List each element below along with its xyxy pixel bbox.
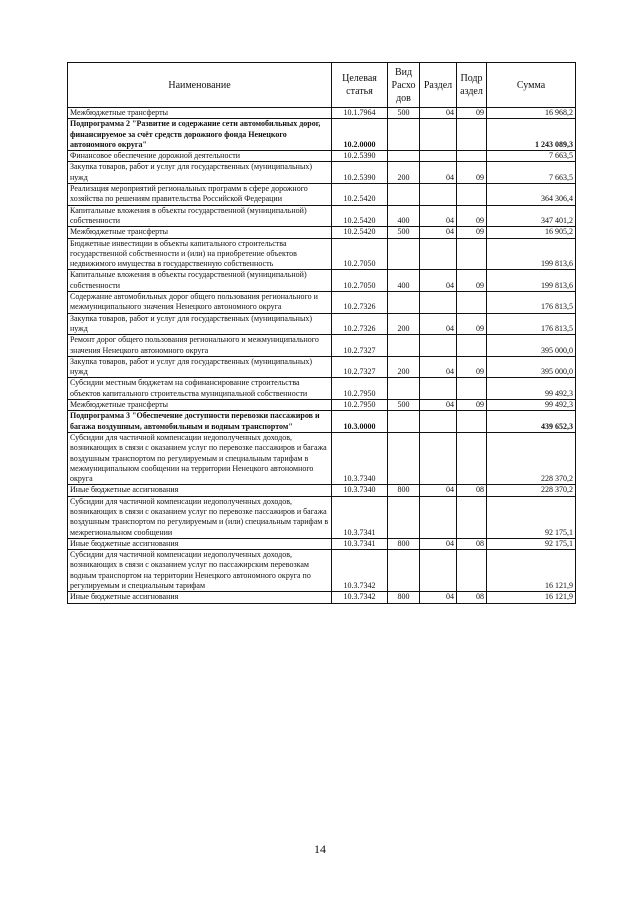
row-expense-type: 800 — [388, 485, 420, 496]
row-section — [420, 550, 457, 592]
header-section: Раздел — [420, 63, 457, 108]
row-sum: 99 492,3 — [487, 378, 576, 400]
row-target-article: 10.2.7950 — [332, 400, 388, 411]
row-sum: 347 401,2 — [487, 205, 576, 227]
row-sum: 228 370,2 — [487, 432, 576, 484]
row-expense-type: 200 — [388, 162, 420, 184]
row-section: 04 — [420, 485, 457, 496]
row-expense-type — [388, 119, 420, 151]
row-target-article: 10.3.7340 — [332, 432, 388, 484]
row-name: Субсидии для частичной компенсации недополученных доходов, возникающих в связи с оказанием услуг по перевозке пассажиров и багажа воздушным транспортом по регулируемым и специальным тарифам в межмуниципальном сообщении на территории Ненецкого автономного округа — [68, 432, 332, 484]
row-expense-type — [388, 151, 420, 162]
row-subsection — [457, 496, 487, 538]
row-subsection — [457, 292, 487, 314]
row-target-article: 10.3.7342 — [332, 550, 388, 592]
row-expense-type: 800 — [388, 592, 420, 603]
table-row — [68, 162, 576, 184]
row-target-article: 10.2.7327 — [332, 356, 388, 378]
row-sum: 7 663,5 — [487, 151, 576, 162]
row-name: Субсидии местным бюджетам на софинансирование строительства объектов капитального строительства муниципальной собственности — [68, 378, 332, 400]
row-subsection — [457, 432, 487, 484]
table-row — [68, 119, 576, 151]
row-name: Подпрограмма 3 "Обеспечение доступности перевозки пассажиров и багажа воздушным, автомобильным и водным транспортом" — [68, 411, 332, 433]
header-target-article: Целевая статья — [332, 63, 388, 108]
row-name: Финансовое обеспечение дорожной деятельности — [68, 151, 332, 162]
row-section — [420, 119, 457, 151]
row-section: 04 — [420, 227, 457, 238]
row-section: 04 — [420, 313, 457, 335]
row-subsection: 08 — [457, 592, 487, 603]
row-subsection: 09 — [457, 205, 487, 227]
table-body — [68, 108, 576, 604]
table-row — [68, 400, 576, 411]
row-sum: 92 175,1 — [487, 538, 576, 549]
row-sum: 199 813,6 — [487, 238, 576, 270]
table-row — [68, 108, 576, 119]
row-sum: 395 000,0 — [487, 335, 576, 357]
row-target-article: 10.3.7342 — [332, 592, 388, 603]
header-subsection: Подр аздел — [457, 63, 487, 108]
table-row — [68, 292, 576, 314]
row-expense-type — [388, 378, 420, 400]
row-target-article: 10.2.5420 — [332, 205, 388, 227]
row-subsection: 08 — [457, 485, 487, 496]
row-sum: 395 000,0 — [487, 356, 576, 378]
row-name: Содержание автомобильных дорог общего пользования регионального и межмуниципального значения Ненецкого автономного округа — [68, 292, 332, 314]
row-section: 04 — [420, 356, 457, 378]
row-sum: 92 175,1 — [487, 496, 576, 538]
row-sum: 439 652,3 — [487, 411, 576, 433]
row-subsection — [457, 550, 487, 592]
row-expense-type — [388, 432, 420, 484]
table-row — [68, 592, 576, 603]
row-section — [420, 411, 457, 433]
row-target-article: 10.3.7341 — [332, 538, 388, 549]
table-row — [68, 238, 576, 270]
row-subsection: 09 — [457, 108, 487, 119]
row-target-article: 10.1.7964 — [332, 108, 388, 119]
row-expense-type: 500 — [388, 108, 420, 119]
row-expense-type — [388, 184, 420, 206]
row-subsection — [457, 119, 487, 151]
row-sum: 364 306,4 — [487, 184, 576, 206]
row-expense-type: 400 — [388, 270, 420, 292]
row-section: 04 — [420, 205, 457, 227]
row-name: Закупка товаров, работ и услуг для государственных (муниципальных) нужд — [68, 356, 332, 378]
row-subsection — [457, 411, 487, 433]
table-row — [68, 205, 576, 227]
row-name: Иные бюджетные ассигнования — [68, 485, 332, 496]
row-target-article: 10.2.7950 — [332, 378, 388, 400]
row-subsection: 09 — [457, 162, 487, 184]
row-subsection: 09 — [457, 400, 487, 411]
table-row — [68, 313, 576, 335]
row-expense-type: 200 — [388, 356, 420, 378]
row-section: 04 — [420, 592, 457, 603]
row-section: 04 — [420, 270, 457, 292]
row-name: Ремонт дорог общего пользования регионального и межмуниципального значения Ненецкого автономного округа — [68, 335, 332, 357]
header-expense-type: Вид Расхо дов — [388, 63, 420, 108]
row-target-article: 10.2.7050 — [332, 270, 388, 292]
row-name: Закупка товаров, работ и услуг для государственных (муниципальных) нужд — [68, 313, 332, 335]
row-section: 04 — [420, 400, 457, 411]
row-target-article: 10.2.7050 — [332, 238, 388, 270]
table-row — [68, 538, 576, 549]
row-subsection — [457, 378, 487, 400]
row-sum: 16 968,2 — [487, 108, 576, 119]
table-row — [68, 227, 576, 238]
row-section — [420, 238, 457, 270]
table-row — [68, 356, 576, 378]
row-expense-type — [388, 411, 420, 433]
table-row — [68, 378, 576, 400]
row-sum: 16 121,9 — [487, 592, 576, 603]
row-subsection — [457, 335, 487, 357]
row-target-article: 10.2.7326 — [332, 292, 388, 314]
table-row — [68, 485, 576, 496]
row-expense-type: 800 — [388, 538, 420, 549]
header-name: Наименование — [68, 63, 332, 108]
row-subsection: 09 — [457, 270, 487, 292]
row-sum: 1 243 089,3 — [487, 119, 576, 151]
table-row — [68, 411, 576, 433]
row-section — [420, 432, 457, 484]
row-expense-type: 500 — [388, 400, 420, 411]
row-name: Капитальные вложения в объекты государственной (муниципальной) собственности — [68, 205, 332, 227]
row-subsection: 08 — [457, 538, 487, 549]
row-target-article: 10.2.5420 — [332, 184, 388, 206]
row-name: Межбюджетные трансферты — [68, 400, 332, 411]
header-sum: Сумма — [487, 63, 576, 108]
row-name: Подпрограмма 2 "Развитие и содержание сети автомобильных дорог, финансируемое за счёт средств дорожного фонда Ненецкого автономного округа" — [68, 119, 332, 151]
row-name: Бюджетные инвестиции в объекты капитального строительства государственной собственности и (или) на приобретение объектов недвижимого имущества в государственную собственность — [68, 238, 332, 270]
row-section — [420, 184, 457, 206]
row-name: Реализация мероприятий региональных программ в сфере дорожного хозяйства по решениям правительства Российской Федерации — [68, 184, 332, 206]
row-name: Межбюджетные трансферты — [68, 108, 332, 119]
row-section: 04 — [420, 108, 457, 119]
row-sum: 228 370,2 — [487, 485, 576, 496]
row-sum: 7 663,5 — [487, 162, 576, 184]
row-name: Закупка товаров, работ и услуг для государственных (муниципальных) нужд — [68, 162, 332, 184]
table-row — [68, 184, 576, 206]
table-row — [68, 151, 576, 162]
row-section: 04 — [420, 538, 457, 549]
row-section: 04 — [420, 162, 457, 184]
row-sum: 199 813,6 — [487, 270, 576, 292]
row-section — [420, 496, 457, 538]
row-sum: 176 813,5 — [487, 313, 576, 335]
row-name: Субсидии для частичной компенсации недополученных доходов, возникающих в связи с оказанием услуг по пассажирским перевозкам водным транспортом на территории Ненецкого автономного округа по регулируемым и специальным тарифам — [68, 550, 332, 592]
row-subsection: 09 — [457, 313, 487, 335]
row-target-article: 10.2.5390 — [332, 162, 388, 184]
row-name: Субсидии для частичной компенсации недополученных доходов, возникающих в связи с оказанием услуг по перевозке пассажиров и багажа воздушным транспортом по регулируемым и (или) специальным тарифам в межрегиональном сообщении — [68, 496, 332, 538]
row-subsection: 09 — [457, 227, 487, 238]
row-name: Иные бюджетные ассигнования — [68, 538, 332, 549]
row-section — [420, 292, 457, 314]
row-sum: 176 813,5 — [487, 292, 576, 314]
table-row — [68, 270, 576, 292]
row-section — [420, 335, 457, 357]
row-target-article: 10.2.7327 — [332, 335, 388, 357]
row-expense-type — [388, 550, 420, 592]
row-name: Межбюджетные трансферты — [68, 227, 332, 238]
table-row — [68, 335, 576, 357]
row-subsection — [457, 238, 487, 270]
row-name: Капитальные вложения в объекты государственной (муниципальной) собственности — [68, 270, 332, 292]
row-subsection: 09 — [457, 356, 487, 378]
row-target-article: 10.3.7341 — [332, 496, 388, 538]
table-row — [68, 496, 576, 538]
row-expense-type — [388, 496, 420, 538]
row-subsection — [457, 151, 487, 162]
row-expense-type — [388, 238, 420, 270]
row-sum: 99 492,3 — [487, 400, 576, 411]
row-sum: 16 905,2 — [487, 227, 576, 238]
page-number: 14 — [314, 842, 326, 856]
row-name: Иные бюджетные ассигнования — [68, 592, 332, 603]
row-target-article: 10.2.0000 — [332, 119, 388, 151]
budget-table — [67, 62, 576, 604]
row-expense-type — [388, 292, 420, 314]
row-section — [420, 378, 457, 400]
row-section — [420, 151, 457, 162]
row-expense-type: 500 — [388, 227, 420, 238]
table-header-row — [68, 63, 576, 108]
row-target-article: 10.2.5390 — [332, 151, 388, 162]
table-row — [68, 550, 576, 592]
row-target-article: 10.3.7340 — [332, 485, 388, 496]
row-subsection — [457, 184, 487, 206]
row-expense-type: 200 — [388, 313, 420, 335]
row-target-article: 10.3.0000 — [332, 411, 388, 433]
row-expense-type: 400 — [388, 205, 420, 227]
table-row — [68, 432, 576, 484]
row-expense-type — [388, 335, 420, 357]
row-target-article: 10.2.5420 — [332, 227, 388, 238]
row-target-article: 10.2.7326 — [332, 313, 388, 335]
row-sum: 16 121,9 — [487, 550, 576, 592]
